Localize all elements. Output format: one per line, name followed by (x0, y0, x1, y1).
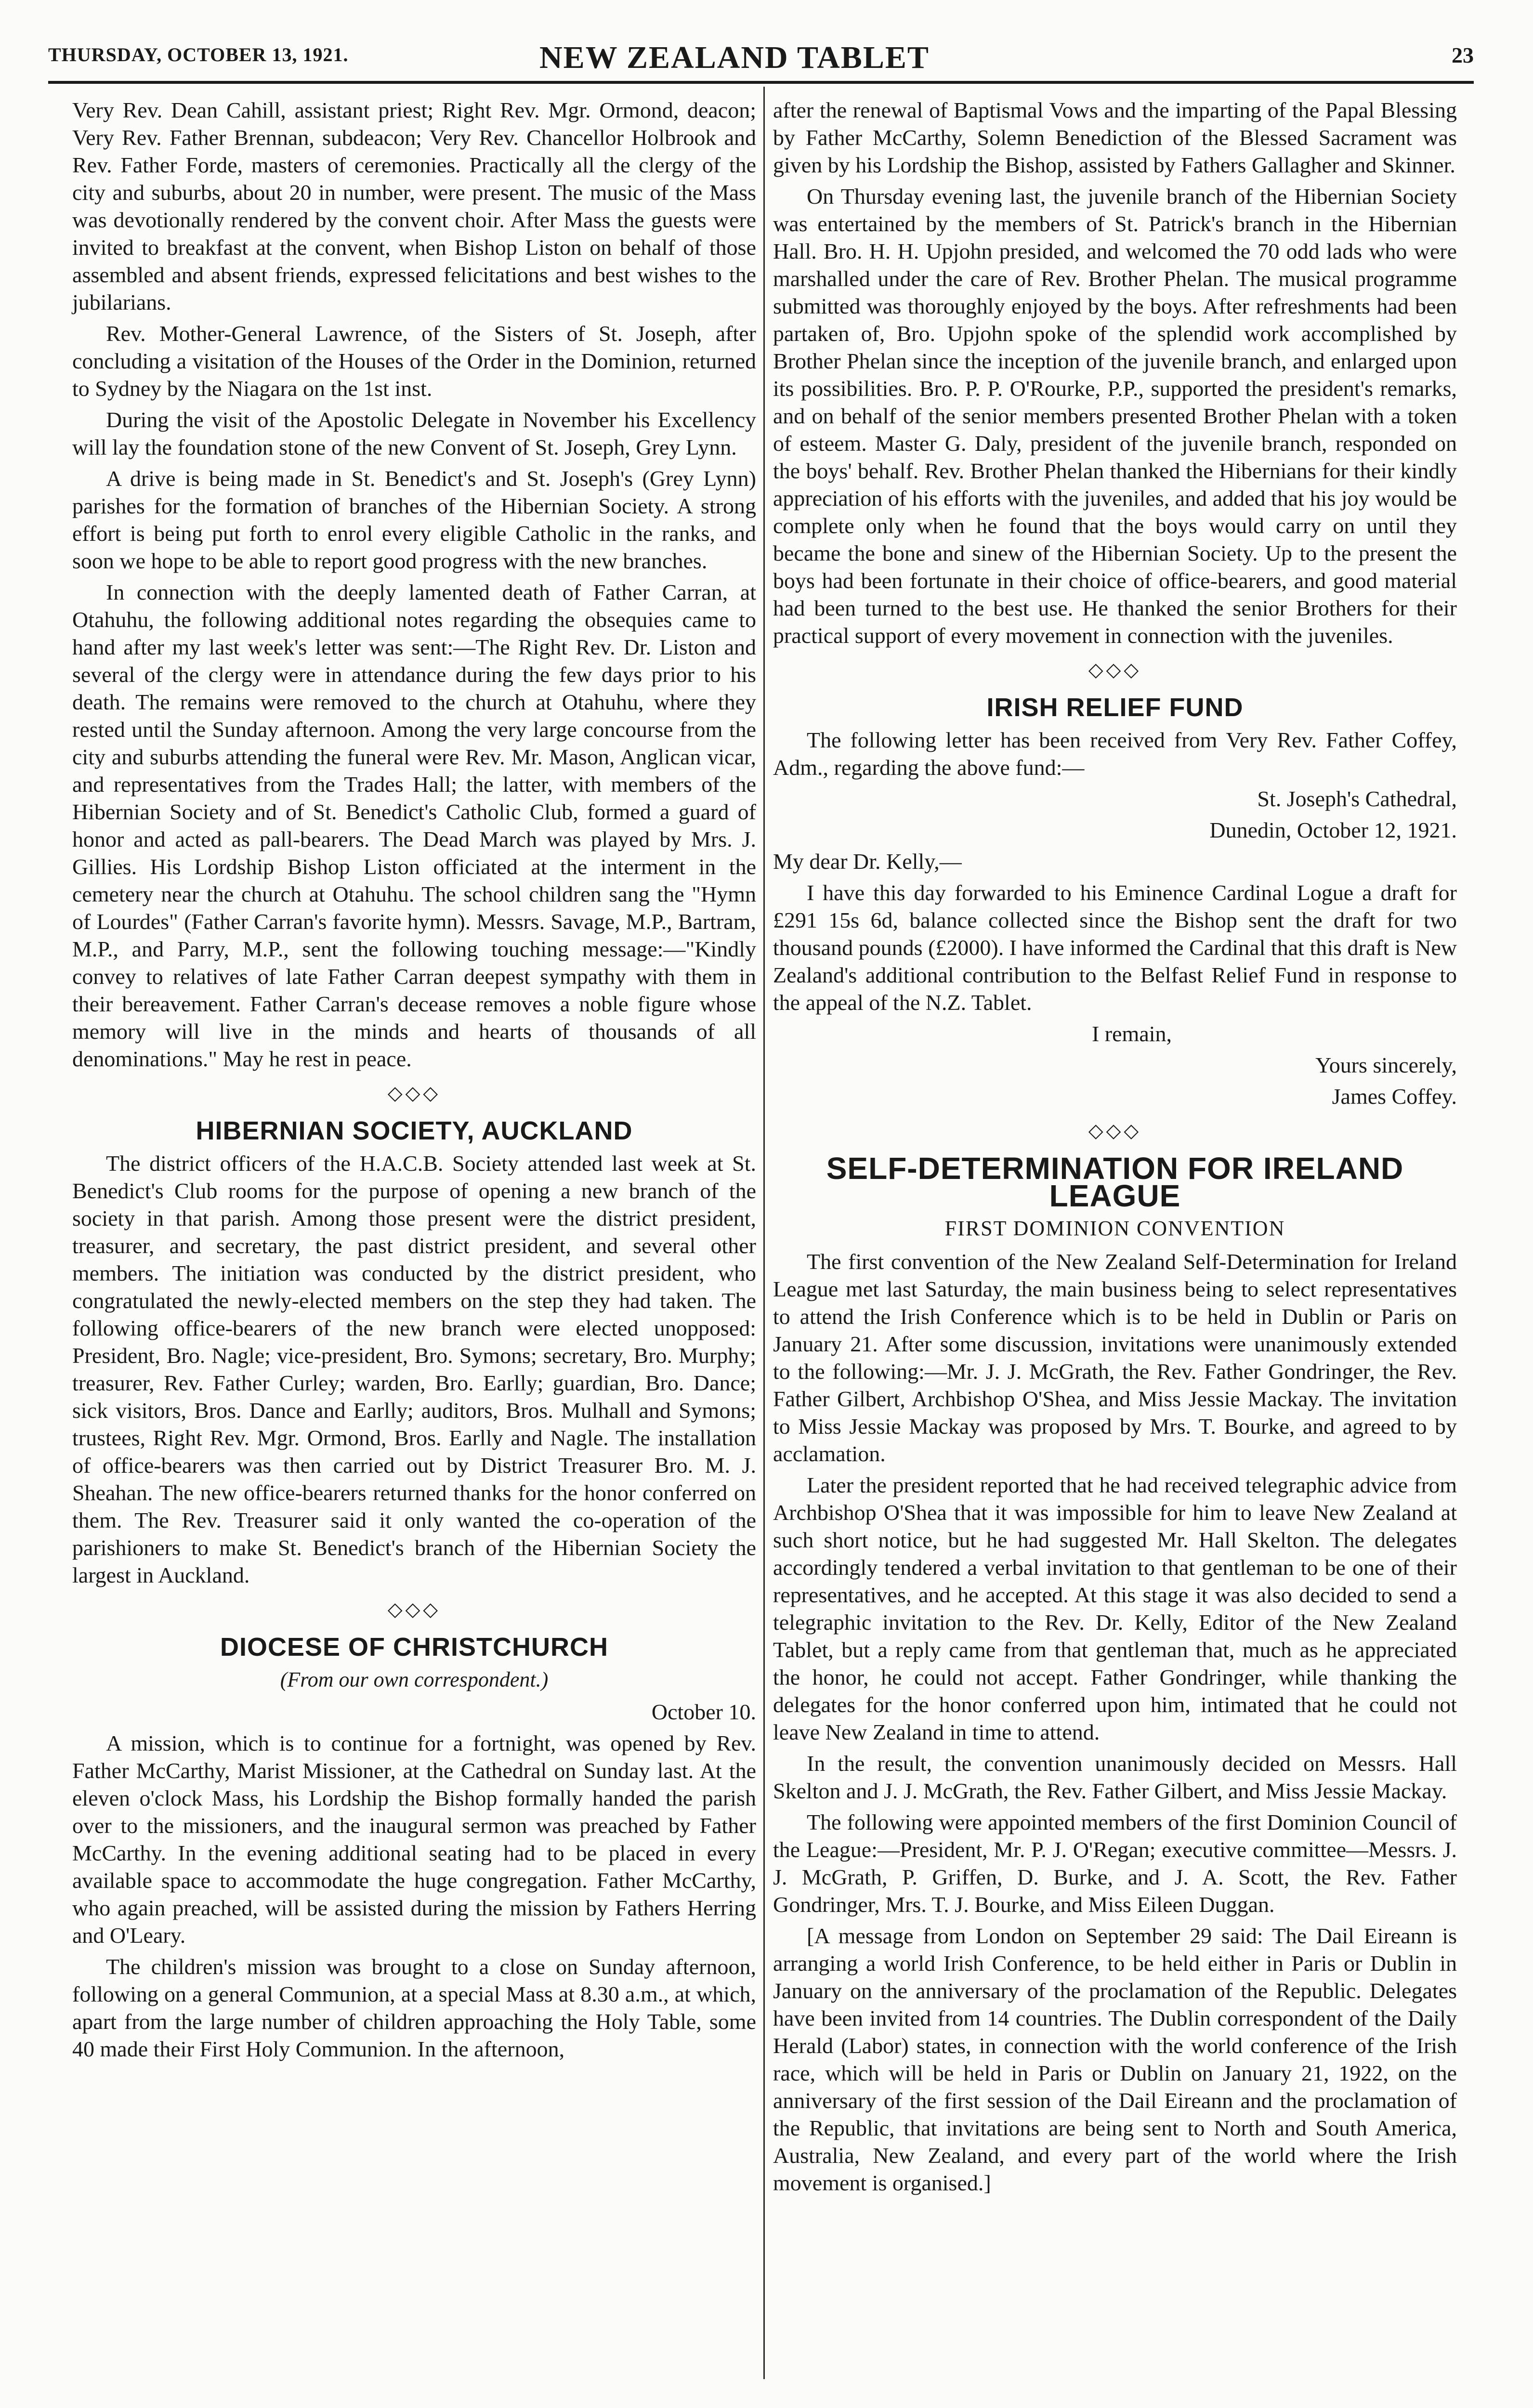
letter-closing: Yours sincerely, (1315, 1053, 1457, 1077)
left-column (72, 96, 756, 2067)
paragraph: During the visit of the Apostolic Delegate in November his Excellency will lay the foundation stone of the new Convent of St. Joseph, Grey Lynn. (72, 407, 756, 459)
paragraph: On Thursday evening last, the juvenile branch of the Hibernian Society was entertained by the members of St. Patrick's branch in the Hibernian Hall. Bro. H. H. Upjohn presided, and welcomed the 70 odd lads who were marshalled under the care of Rev. Brother Phelan. The musical programme submitted was thoroughly enjoyed by the boys. After refreshments had been partaken of, Bro. Upjohn spoke of the splendid work accomplished by Brother Phelan since the inception of the juvenile branch, and enlarged upon its possibilities. Bro. P. P. O'Rourke, P.P., supported the president's remarks, and on behalf of the senior members presented Brother Phelan with a token of esteem. Master G. Daly, president of the juvenile branch, responded on the boys' behalf. Rev. Brother Phelan thanked the Hibernians for their kindly appreciation of his efforts with the juveniles, and added that his joy would be complete only when he found that the boys would carry on until they became the bone and sinew of the Hibernian Society. Up to the present the boys had been fortunate in their choice of office-bearers, and good material had been turned to the best use. He thanked the senior Brothers for their practical support of every movement in connection with the juveniles. (773, 184, 1457, 648)
section-ornament: ◇◇◇ (387, 1598, 441, 1620)
paragraph: The following were appointed members of the first Dominion Council of the League:—President, Mr. P. J. O'Regan; executive committee—Messrs. J. J. McGrath, P. Griffen, D. Burke, and J. A. Scott, the Rev. Father Gondringer, Mrs. T. J. Bourke, and Miss Eileen Duggan. (773, 1810, 1457, 1917)
paragraph: Later the president reported that he had received telegraphic advice from Archbishop O'Shea that it was impossible for him to leave New Zealand at such short notice, but he had suggested Mr. Hall Skelton. The delegates accordingly tendered a verbal invitation to that gentleman to be one of their representatives, and he accepted. At this stage it was also decided to send a telegraphic invitation to the Rev. Dr. Kelly, Editor of the New Zealand Tablet, but a reply came from that gentleman that, much as he appreciated the honor, he could not accept. Father Gondringer, while thanking the delegates for the honor conferred upon him, intimated that he could not leave New Zealand in time to attend. (773, 1473, 1457, 1744)
section-heading-self-determination: SELF-DETERMINATION FOR IRELAND LEAGUE (826, 1151, 1404, 1213)
section-heading-hibernian-auckland: HIBERNIAN SOCIETY, AUCKLAND (196, 1116, 633, 1145)
section-ornament: ◇◇◇ (1088, 1120, 1142, 1141)
section-date: October 10. (651, 1700, 756, 1724)
section-byline: (From our own correspondent.) (280, 1668, 549, 1691)
paragraph: In connection with the deeply lamented death of Father Carran, at Otahuhu, the following additional notes regarding the obsequies came to hand after my last week's letter was sent:—The Right Rev. Dr. Liston and several of the clergy were in attendance during the few days prior to his death. The remains were removed to the church at Otahuhu, where they rested until the Sunday afternoon. Among the very large concourse from the city and suburbs attending the funeral were Rev. Mr. Mason, Anglican vicar, and representatives from the Trades Hall; the latter, with members of the Hibernian Society and of St. Benedict's Catholic Club, formed a guard of honor and acted as pall-bearers. The Dead March was played by Mrs. J. Gillies. His Lordship Bishop Liston officiated at the interment in the cemetery near the church at Otahuhu. The school children sang the "Hymn of Lourdes" (Father Carran's favorite hymn). Messrs. Savage, M.P., Bartram, M.P., and Parry, M.P., sent the following touching message:—"Kindly convey to relatives of late Father Carran deepest sympathy with them in their bereavement. Father Carran's decease removes a noble figure whose memory will live in the minds and hearts of thousands of all denominations." May he rest in peace. (72, 580, 756, 1071)
paragraph: The following letter has been received from Very Rev. Father Coffey, Adm., regarding the above fund:— (773, 728, 1457, 780)
page-number: 23 (1452, 43, 1474, 67)
letter-date: Dunedin, October 12, 1921. (1209, 818, 1457, 842)
issue-date: THURSDAY, OCTOBER 13, 1921. (48, 44, 349, 65)
paragraph: Very Rev. Dean Cahill, assistant priest; Right Rev. Mgr. Ormond, deacon; Very Rev. Father Brennan, subdeacon; Very Rev. Chancellor Holbrook and Rev. Father Forde, masters of ceremonies. Practically all the clergy of the city and suburbs, about 20 in number, were present. The music of the Mass was devotionally rendered by the convent choir. After Mass the guests were invited to breakfast at the convent, when Bishop Liston on behalf of those assembled and absent friends, expressed felicitations and best wishes to the jubilarians. (72, 98, 756, 314)
paragraph: A mission, which is to continue for a fortnight, was opened by Rev. Father McCarthy, Marist Missioner, at the Cathedral on Sunday last. At the eleven o'clock Mass, his Lordship the Bishop formally handed the parish over to the missioners, and the inaugural sermon was preached by Father McCarthy. In the evening additional seating had to be placed in every available space to accommodate the huge congregation. Father McCarthy, who again preached, will be assisted during the mission by Fathers Herring and O'Leary. (72, 1731, 756, 1948)
paragraph: In the result, the convention unanimously decided on Messrs. Hall Skelton and J. J. McGrath, the Rev. Father Gilbert, and Miss Jessie Mackay. (773, 1751, 1457, 1803)
paragraph: The children's mission was brought to a close on Sunday afternoon, following on a general Communion, at a special Mass at 8.30 a.m., at which, apart from the large number of children approaching the Holy Table, some 40 made their First Holy Communion. In the afternoon, (72, 1954, 756, 2061)
paragraph: The first convention of the New Zealand Self-Determination for Ireland League met last Saturday, the main business being to select representatives to attend the Irish Conference which is to be held in Dublin or Paris on January 21. After some discussion, invitations were unanimously extended to the following:—Mr. J. J. McGrath, the Rev. Father Gondringer, the Rev. Father Gilbert, Archbishop O'Shea, and Miss Jessie Mackay. The invitation to Miss Jessie Mackay was proposed by Mrs. T. Bourke, and agreed to by acclamation. (773, 1249, 1457, 1466)
right-column (773, 96, 1457, 2200)
paragraph: [A message from London on September 29 said: The Dail Eireann is arranging a world Irish Conference, to be held either in Paris or Dublin in January on the anniversary of the proclamation of the Republic. Delegates have been invited from 14 countries. The Dublin correspondent of the Daily Herald (Labor) states, in connection with the world conference of the Irish race, which will be held in Paris or Dublin on January 21, 1922, on the anniversary of the first session of the Dail Eireann and the proclamation of the Republic, that invitations are being sent to North and South America, Australia, New Zealand, and every part of the world where the Irish movement is organised.] (773, 1924, 1457, 2195)
paragraph: A drive is being made in St. Benedict's and St. Joseph's (Grey Lynn) parishes for the formation of branches of the Hibernian Society. A strong effort is being put forth to enrol every eligible Catholic in the ranks, and soon we hope to be able to report good progress with the new branches. (72, 466, 756, 573)
section-ornament: ◇◇◇ (387, 1082, 441, 1104)
paragraph: after the renewal of Baptismal Vows and the imparting of the Papal Blessing by Father McCarthy, Solemn Benediction of the Blessed Sacrament was given by his Lordship the Bishop, assisted by Fathers Gallagher and Skinner. (773, 98, 1457, 177)
section-subheading: FIRST DOMINION CONVENTION (944, 1217, 1285, 1240)
publication-title: NEW ZEALAND TABLET (539, 40, 930, 75)
column-divider (763, 87, 765, 2379)
letter-closing: I remain, (1091, 1021, 1172, 1046)
paragraph: Rev. Mother-General Lawrence, of the Sisters of St. Joseph, after concluding a visitation of the Houses of the Order in the Dominion, returned to Sydney by the Niagara on the 1st inst. (72, 321, 756, 401)
masthead-rule (48, 81, 1474, 84)
masthead (48, 29, 1474, 82)
section-heading-irish-relief: IRISH RELIEF FUND (986, 693, 1244, 722)
section-ornament: ◇◇◇ (1088, 659, 1142, 681)
letter-signature: James Coffey. (1332, 1084, 1457, 1109)
paragraph: I have this day forwarded to his Eminence Cardinal Logue a draft for £291 15s 6d, balance collected since the Bishop sent the draft for two thousand pounds (£2000). I have informed the Cardinal that this draft is New Zealand's additional contribution to the Belfast Relief Fund in response to the appeal of the N.Z. Tablet. (773, 880, 1457, 1015)
letter-address: St. Joseph's Cathedral, (1257, 786, 1457, 811)
paragraph: The district officers of the H.A.C.B. Society attended last week at St. Benedict's Club rooms for the purpose of opening a new branch of the society in that parish. Among those present were the district president, treasurer, and secretary, the past district president, and several other members. The initiation was conducted by the district president, who congratulated the newly-elected members on the step they had taken. The following office-bearers of the new branch were elected unopposed: President, Bro. Nagle; vice-president, Bro. Symons; secretary, Bro. Murphy; treasurer, Rev. Father Curley; warden, Bro. Earlly; guardian, Bro. Dance; sick visitors, Bros. Dance and Earlly; auditors, Bros. Mulhall and Symons; trustees, Right Rev. Mgr. Ormond, Bros. Earlly and Nagle. The installation of office-bearers was then carried out by District Treasurer Bro. M. J. Sheahan. The new office-bearers returned thanks for the honor conferred on them. The Rev. Treasurer said it only wanted the co-operation of the parishioners to make St. Benedict's branch of the Hibernian Society the largest in Auckland. (72, 1151, 756, 1587)
section-heading-christchurch: DIOCESE OF CHRISTCHURCH (220, 1633, 609, 1662)
letter-salutation: My dear Dr. Kelly,— (773, 849, 962, 874)
